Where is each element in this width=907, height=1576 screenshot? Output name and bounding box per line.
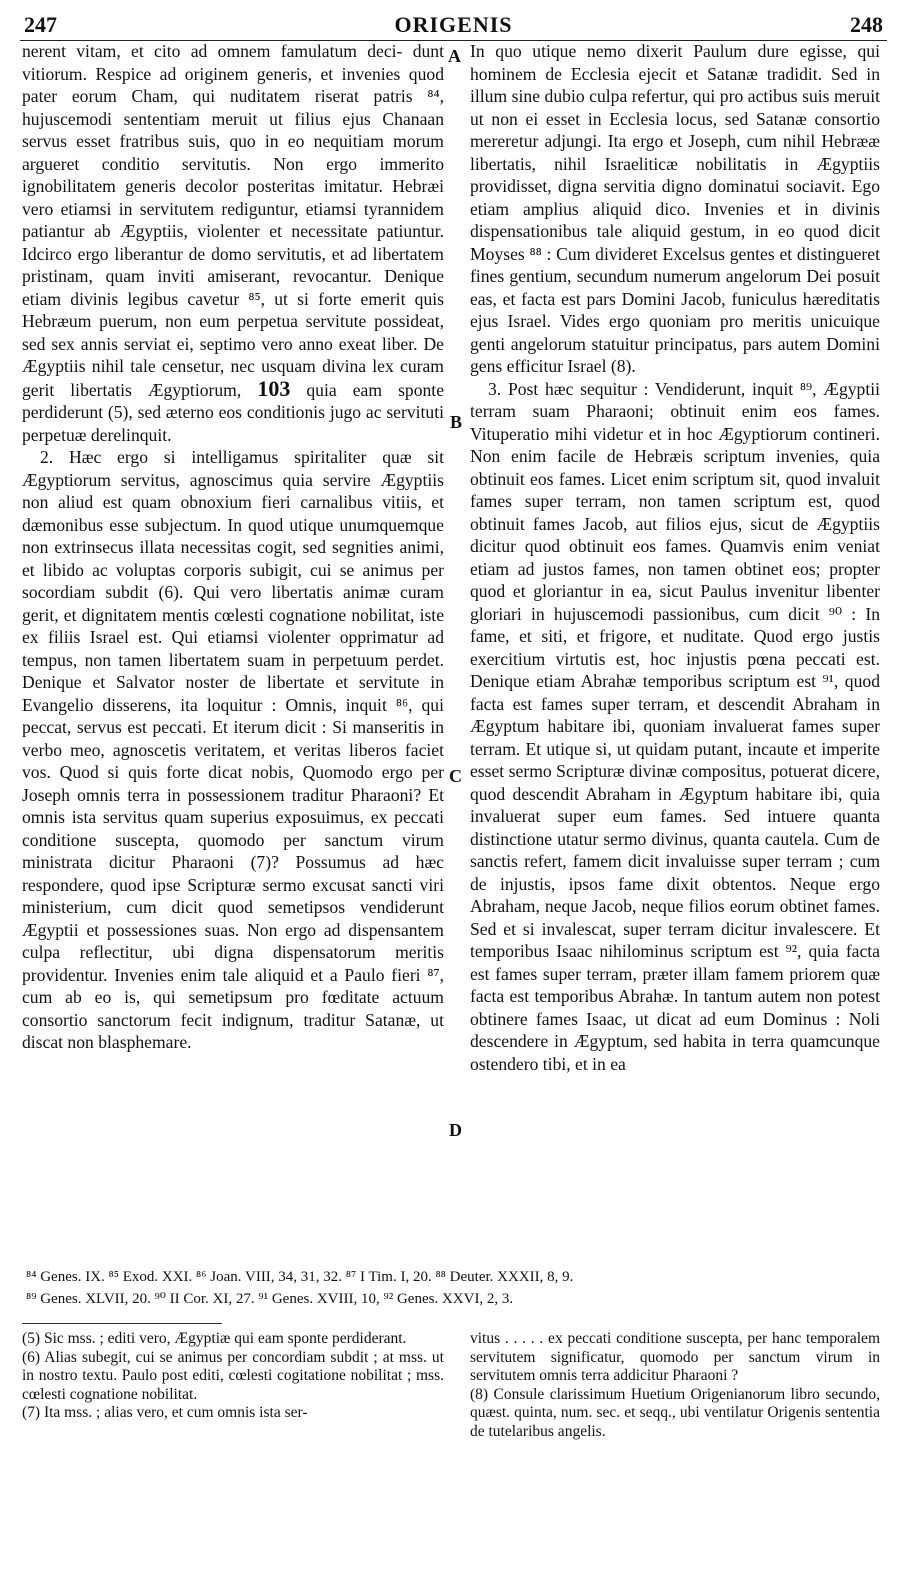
paragraph: In quo utique nemo dixerit Paulum dure egisse, qui hominem de Ecclesia ejecit et Satanæ tradidit. Sed in illum sine dubio culpa refertur, qui pro actibus suis meruit ut non ei esset in Ecclesia locus, sed Satanæ consortio mereretur adjungi. Ita ergo et Joseph, cum nihil Hebrææ libertatis, nihil Israeliticæ nobilitatis in Ægyptiis providisset, digna servitia digno dominatui sociavit. Ego etiam amplius aliquid dico. Invenies et in divinis dispensationibus tale aliquid gestum, in eo quod dicit Moyses ⁸⁸ : Cum divideret Excelsus gentes et distingueret fines gentium, secundum numerum angelorum Dei posuit eas, et facta est pars Domini Jacob, funiculus hæreditatis ejus Israel. Vides ergo quoniam pro meritis unicuique genti angelorum statuitur principatus, pars autem Domini gens efficitur Israel (8). bbox=[470, 41, 880, 376]
margin-marker-a: A bbox=[448, 46, 461, 66]
scripture-references bbox=[26, 1266, 886, 1310]
footnote-divider bbox=[22, 1323, 222, 1324]
footnote: vitus . . . . . ex peccati conditione suscepta, per hanc temporalem servitutem significatur, quomodo per sanctum virum in servitutem omnis terra addicitur Pharaoni ? bbox=[470, 1330, 880, 1384]
footnote: (6) Alias subegit, cui se animus per concordiam subdit ; at mss. ut in nostro textu. Paulo post editi, cœlesti cogitatione nobilitat ; mss. cœlesti cognatione nobilitat. bbox=[22, 1348, 444, 1403]
margin-marker-c: C bbox=[449, 766, 462, 786]
paragraph: nerent vitam, et cito ad omnem famulatum deci- dunt vitiorum. Respice ad originem generis, et invenies quod pater eorum Cham, qui nuditatem riserat patris ⁸⁴, hujuscemodi sententiam meruit ut filius ejus Chanaan servus esset fratribus suis, quo in eo nequitiam morum argueret conditio servitutis. Non ergo immerito ignobilitatem generis decolor posteritas imitatur. Hebræi vero etiamsi in servitutem rediguntur, etiamsi tyrannidem patiantur ab Ægyptiis, violenter et necessitate patiuntur. Idcirco ergo liberantur de domo servitutis, et ad libertatem pristinam, quam inviti amiserant, revocantur. Denique etiam divinis legibus cavetur ⁸⁵, ut si forte emerit quis Hebræum puerum, non eum perpetua servitute possideat, sed sex annis serviat ei, septimo vero anno exeat liber. De Ægyptiis nihil tale censetur, nec usquam divina lex curam gerit libertatis Ægyptiorum, 103 quia eam sponte perdiderunt (5), sed æterno eos conditionis jugo ac servituti perpetuæ derelinquit. bbox=[22, 41, 445, 445]
page-header bbox=[20, 6, 887, 41]
reference-line: ⁸⁴ Genes. IX. ⁸⁵ Exod. XXI. ⁸⁶ Joan. VIII, 34, 31, 32. ⁸⁷ I Tim. I, 20. ⁸⁸ Deuter. XXXII, 8, 9. bbox=[26, 1269, 574, 1285]
reference-line: ⁸⁹ Genes. XLVII, 20. ⁹⁰ II Cor. XI, 27. ⁹¹ Genes. XVIII, 10, ⁹² Genes. XXVI, 2, 3. bbox=[26, 1291, 514, 1307]
footnotes-right bbox=[470, 1330, 880, 1441]
footnote: (7) Ita mss. ; alias vero, et cum omnis ista ser- bbox=[22, 1404, 308, 1421]
page-number-right: 248 bbox=[850, 12, 883, 37]
footnote: (5) Sic mss. ; editi vero, Ægyptiæ qui eam sponte perdiderant. bbox=[22, 1330, 407, 1347]
right-text-column bbox=[470, 40, 880, 1075]
margin-marker-d: D bbox=[449, 1120, 462, 1140]
column-number: 103 bbox=[257, 375, 291, 401]
page-number-left: 247 bbox=[24, 12, 57, 37]
paragraph: 3. Post hæc sequitur : Vendiderunt, inquit ⁸⁹, Ægyptii terram suam Pharaoni; obtinuit enim eos fames. Vituperatio mihi videtur et in hoc Ægyptiorum contineri. Non enim facile de Hebræis scriptum invenies, quia obtinuit eos fames. Licet enim scriptum sit, quod invaluit fames super terram, non tamen scriptum est, quod obtinuit fames Jacob, aut filios ejus, sicut de Ægyptiis dicitur quod obtinuit eos fames. Quamvis enim veniat etiam ad justos fames, non tamen obtinet eos; propter quod et gloriantur in ea, sicut Paulus invenitur libenter gloriari in hujuscemodi passionibus, cum dicit ⁹⁰ : In fame, et siti, et frigore, et nuditate. Quod ergo justis exercitium virtutis est, hoc injustis pœna peccati est. Denique etiam Abrahæ temporibus scriptum est ⁹¹, quod facta est fames super terram, et descendit Abraham in Ægyptum habitare ibi, quoniam invaluerat fames super terram. Et utique si, ut quidam putant, incaute et imperite esset sermo Scripturæ divinæ compositus, potuerat dicere, quod descendit Abraham in Ægyptum habitare ibi, quia invaluerat super eum fames. Sed intuere quanta distinctione utatur sermo divinus, quanta cautela. Cum de sanctis refert, famem dicit invaluisse super terram ; cum de injustis, ipsos fame dixit obtentos. Neque ergo Abraham, neque Jacob, neque filios eorum obtinet fames. Sed et si invalescat, super terram dicitur invalescere. Et temporibus Isaac nihilominus scriptum est ⁹², quia facta est fames super terram, præter illam famem priorem quæ facta est temporibus Abrahæ. In tantum autem non potest obtinere fames Isaac, ut dicat ad eum Dominus : Noli descendere in Ægyptum, sed habita in terra quamcunque ostendero tibi, et in ea bbox=[470, 378, 880, 1074]
left-text-column bbox=[22, 40, 444, 1054]
footnotes-left bbox=[22, 1330, 444, 1423]
paragraph: 2. Hæc ergo si intelligamus spiritaliter quæ sit Ægyptiorum servitus, agnoscimus quia servire Ægyptiis non aliud est quam obnoxium fieri carnalibus vitiis, et dæmonibus esse subjectum. In quod utique unumquemque non extrinsecus illata necessitas cogit, sed segnities animi, et libido ac voluptas corporis subigit, cui se animus per socordiam subdit (6). Qui vero libertatis animæ curam gerit, et dignitatem mentis cœlesti cognatione nobilitat, iste ex filiis Israel est. Qui etiamsi violenter opprimatur ad tempus, non tamen libertatem suam in perpetuum perdet. Denique et Salvator noster de libertate et servitute in Evangelio disserens, ita loquitur : Omnis, inquit ⁸⁶, qui peccat, servus est peccati. Et iterum dicit : Si manseritis in verbo meo, agnoscetis veritatem, et veritas liberos faciet vos. Quod si quis forte dicat nobis, Quomodo ergo per Joseph omnis terra in possessionem traditur Pharaoni? Et omnis ista servitus quam superius exposuimus, ex peccati conditione suscepta, quomodo per sanctum virum ministrata dicitur Pharaoni (7)? Possumus ad hæc respondere, quod ipse Scripturæ sermo excusat sancti viri ministerium, cum dicit quod semetipsos vendiderunt Ægyptii et possessiones suas. Non ergo ad dispensantem culpa reflectitur, ubi digna dispensatorum meritis providentur. Invenies enim tale aliquid et a Paulo fieri ⁸⁷, cum ab eo is, qui semetipsum pro fœditate actuum consortio sanctorum fecit indignum, traditur Satanæ, ut discat non blasphemare. bbox=[22, 447, 444, 1052]
running-title: ORIGENIS bbox=[394, 12, 513, 37]
footnote: (8) Consule clarissimum Huetium Origenianorum libro secundo, quæst. quinta, num. sec. et seqq., ubi ventilatur Origenis sententia de tutelaribus angelis. bbox=[470, 1385, 880, 1440]
margin-marker-b: B bbox=[450, 412, 463, 432]
